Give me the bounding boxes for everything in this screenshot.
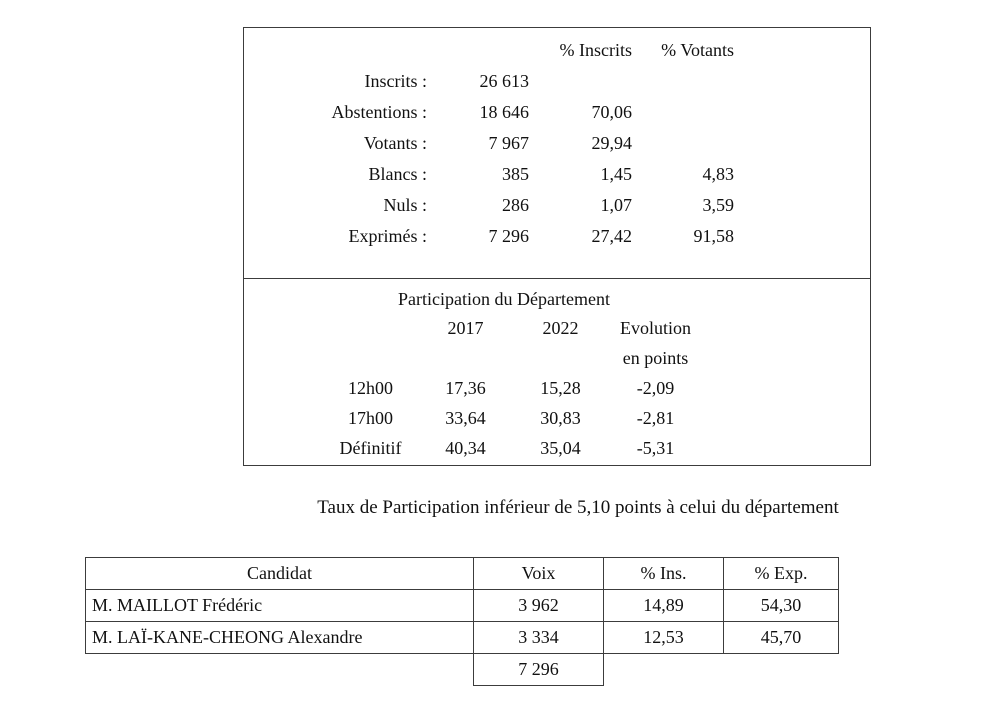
summary-row-blancs (244, 159, 870, 190)
results-total-spacer (724, 654, 839, 686)
participation-row-2017: 17,36 (445, 377, 486, 398)
summary-row-label: Nuls : (383, 195, 427, 215)
summary-row-pct-votants: 91,58 (693, 226, 734, 246)
summary-row-nuls (244, 190, 870, 221)
participation-row-label: 17h00 (348, 407, 393, 428)
results-header-row (86, 558, 839, 590)
results-header-pct-exp: % Exp. (724, 558, 839, 590)
summary-header-pct-votants: % Votants (661, 40, 734, 60)
results-voix: 3 334 (474, 622, 604, 654)
participation-grid (323, 313, 703, 463)
summary-row-pct-votants: 4,83 (702, 164, 734, 184)
summary-row-value: 18 646 (479, 102, 529, 122)
participation-row-2022: 15,28 (540, 377, 581, 398)
results-pct-ins: 14,89 (604, 590, 724, 622)
summary-row-label: Exprimés : (348, 226, 427, 246)
results-row (86, 622, 839, 654)
summary-row-inscrits (244, 66, 870, 97)
summary-row-pct-votants: 3,59 (702, 195, 734, 215)
summary-box (243, 27, 871, 279)
results-candidat-name: M. MAILLOT Frédéric (86, 590, 474, 622)
results-total-spacer (604, 654, 724, 686)
results-pct-exp: 54,30 (724, 590, 839, 622)
summary-row-value: 7 967 (488, 133, 529, 153)
summary-row-pct-inscrits: 70,06 (591, 102, 632, 122)
summary-row-value: 7 296 (488, 226, 529, 246)
participation-row-evolution: -5,31 (636, 437, 675, 458)
summary-row-pct-inscrits: 1,45 (600, 164, 632, 184)
participation-header-2022: 2022 (542, 317, 579, 338)
results-pct-ins: 12,53 (604, 622, 724, 654)
summary-row-abstentions (244, 97, 870, 128)
summary-header-pct-inscrits: % Inscrits (559, 40, 632, 60)
summary-row-label: Votants : (363, 133, 427, 153)
summary-row-exprimes (244, 221, 870, 252)
results-table (85, 557, 839, 686)
participation-row-2017: 33,64 (445, 407, 486, 428)
results-total-voix: 7 296 (474, 654, 604, 686)
summary-row-pct-inscrits: 1,07 (600, 195, 632, 215)
results-total-row (86, 654, 839, 686)
summary-row-pct-inscrits: 29,94 (591, 133, 632, 153)
results-candidat-name: M. LAÏ-KANE-CHEONG Alexandre (86, 622, 474, 654)
results-header-pct-ins: % Ins. (604, 558, 724, 590)
participation-row-2022: 35,04 (540, 437, 581, 458)
participation-header-evolution: Evolution (620, 317, 691, 338)
summary-row-value: 26 613 (479, 71, 529, 91)
participation-row-2017: 40,34 (445, 437, 486, 458)
summary-row-value: 286 (502, 195, 529, 215)
participation-row-label: 12h00 (348, 377, 393, 398)
participation-note: Taux de Participation inférieur de 5,10 points à celui du département (317, 497, 839, 518)
summary-header-row (244, 35, 870, 66)
participation-row-2022: 30,83 (540, 407, 581, 428)
summary-row-pct-inscrits: 27,42 (591, 226, 632, 246)
results-voix: 3 962 (474, 590, 604, 622)
participation-row-evolution: -2,09 (636, 377, 675, 398)
summary-row-votants (244, 128, 870, 159)
results-header-voix: Voix (474, 558, 604, 590)
participation-box (243, 278, 871, 466)
participation-title: Participation du Département (398, 289, 610, 309)
participation-header-evolution-sub: en points (622, 347, 689, 368)
summary-row-label: Inscrits : (364, 71, 427, 91)
results-row (86, 590, 839, 622)
results-pct-exp: 45,70 (724, 622, 839, 654)
summary-row-value: 385 (502, 164, 529, 184)
results-total-spacer (86, 654, 474, 686)
summary-row-label: Blancs : (368, 164, 427, 184)
participation-header-2017: 2017 (447, 317, 484, 338)
summary-row-label: Abstentions : (331, 102, 427, 122)
participation-row-evolution: -2,81 (636, 407, 675, 428)
results-header-candidat: Candidat (86, 558, 474, 590)
participation-row-label: Définitif (339, 437, 402, 458)
